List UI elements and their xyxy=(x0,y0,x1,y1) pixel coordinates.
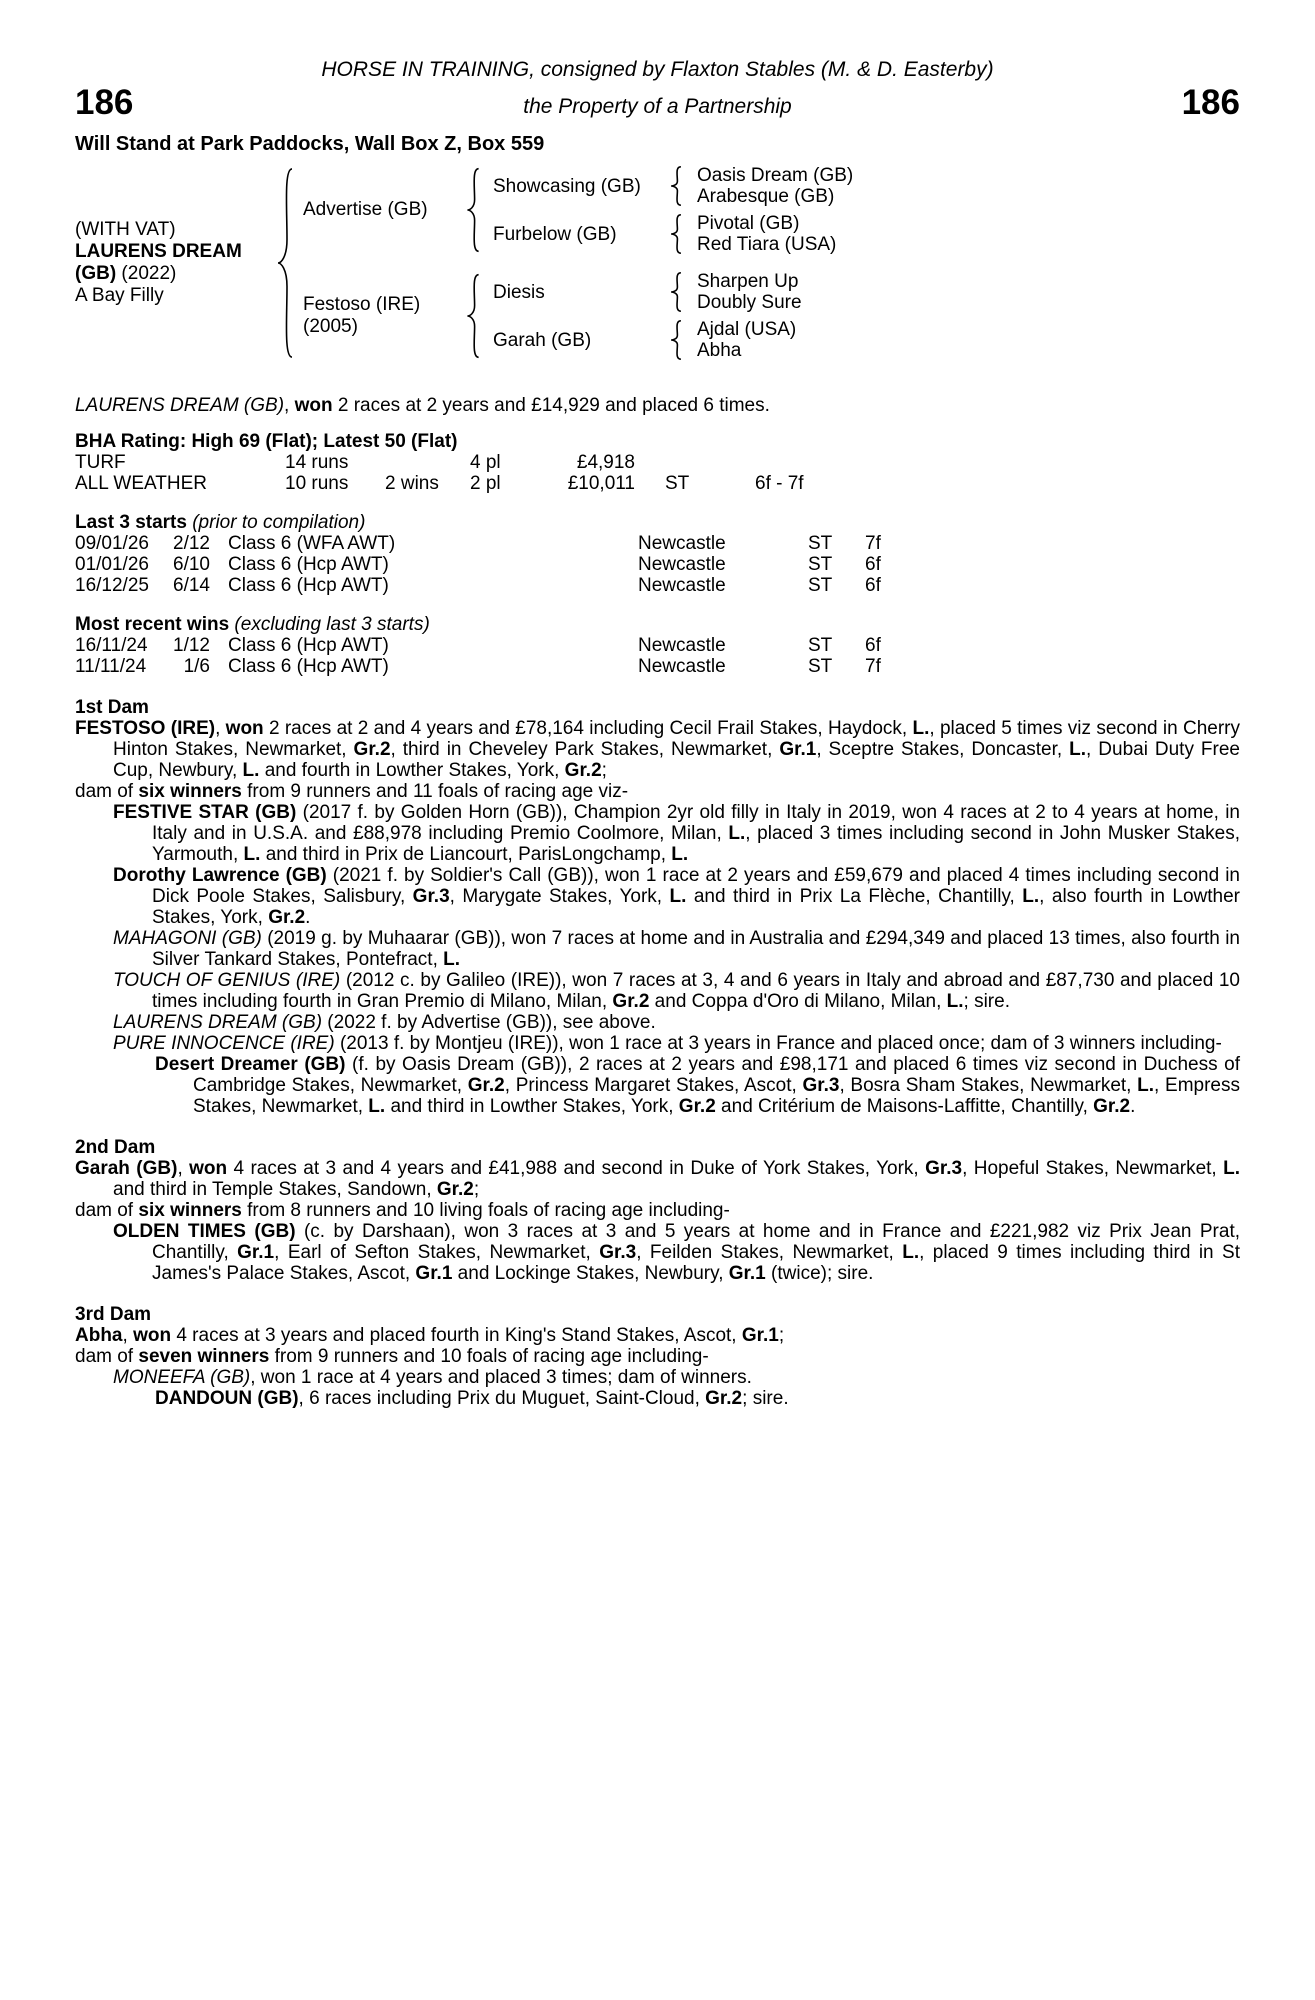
race-distance: 6f xyxy=(865,554,881,575)
catalogue-paragraph: Dorothy Lawrence (GB) (2021 f. by Soldier's Call (GB)), won 1 race at 2 years and £59,679 and placed 4 times including second in Dick Poole Stakes, Salisbury, Gr.3, Marygate Stakes, York, L. and third in Prix La Flèche, Chantilly, L., also fourth in Lowther Stakes, York, Gr.2. xyxy=(113,865,1241,928)
last-3-starts-header: Last 3 starts (prior to compilation) xyxy=(75,512,366,533)
bha-rating-line: BHA Rating: High 69 (Flat); Latest 50 (Flat) xyxy=(75,431,458,452)
second-dam-section xyxy=(75,1137,1240,1284)
race-position: 1/12 xyxy=(173,635,210,656)
race-position: 1/6 xyxy=(183,656,210,677)
brace-icon xyxy=(669,320,683,360)
race-distance: 7f xyxy=(865,656,881,677)
catalogue-paragraph: dam of six winners from 8 runners and 10 living foals of racing age including- xyxy=(75,1200,730,1221)
distance-range: 6f - 7f xyxy=(755,473,804,494)
pedigree-table xyxy=(75,165,1240,361)
earnings-value: £10,011 xyxy=(567,473,635,494)
maternal-granddam-group xyxy=(481,319,802,361)
first-dam-section xyxy=(75,697,1240,1117)
brace-icon xyxy=(465,167,481,253)
consignor-line: HORSE IN TRAINING, consigned by Flaxton Stables (M. & D. Easterby) xyxy=(321,58,994,81)
catalogue-paragraph: Desert Dreamer (GB) (f. by Oasis Dream (GB)), 2 races at 2 years and £98,171 and placed 6 times viz second in Duchess of Cambridge Stakes, Newmarket, Gr.2, Princess Margaret Stakes, Ascot, Gr.3, Bosra Sham Stakes, Newmarket, L., Empress Stakes, Newmarket, L. and third in Lowther Stakes, York, Gr.2 and Critérium de Maisons-Laffitte, Chantilly, Gr.2. xyxy=(155,1054,1240,1117)
horse-suffix-year: (GB) (2022) xyxy=(75,263,177,284)
lot-number-right: 186 xyxy=(1181,83,1240,122)
race-start-row xyxy=(75,575,1240,596)
race-class: Class 6 (Hcp AWT) xyxy=(228,554,389,575)
dam-year: (2005) xyxy=(303,316,358,337)
placed-value: 4 pl xyxy=(470,452,501,473)
dam-section-body xyxy=(75,1158,1240,1284)
race-track: Newcastle xyxy=(638,575,726,596)
sire-name-text: Advertise (GB) xyxy=(303,199,428,220)
catalogue-paragraph: Abha, won 4 races at 3 years and placed fourth in King's Stand Stakes, Ascot, Gr.1; xyxy=(75,1325,785,1346)
race-date: 09/01/26 xyxy=(75,533,149,554)
race-date: 01/01/26 xyxy=(75,554,149,575)
wins-value xyxy=(385,452,470,473)
horse-description: A Bay Filly xyxy=(75,285,164,306)
paternal-grandsire: Showcasing (GB) xyxy=(493,175,641,197)
race-surface: ST xyxy=(808,656,833,677)
dam-section-heading: 2nd Dam xyxy=(75,1137,156,1158)
horse-name: LAURENS DREAM xyxy=(75,241,242,262)
great-grandsire: Oasis Dream (GB) xyxy=(697,165,854,186)
surface-label: TURF xyxy=(75,452,126,473)
placed-value: 2 pl xyxy=(470,473,501,494)
paternal-granddam-group xyxy=(481,213,853,255)
race-position: 6/10 xyxy=(173,554,210,575)
great-granddam: Abha xyxy=(697,340,742,361)
catalogue-paragraph: Garah (GB), won 4 races at 3 and 4 years and £41,988 and second in Duke of York Stakes, York, Gr.3, Hopeful Stakes, Newmarket, L. and third in Temple Stakes, Sandown, Gr.2; xyxy=(75,1158,1240,1200)
catalogue-paragraph: dam of seven winners from 9 runners and 10 foals of racing age including- xyxy=(75,1346,709,1367)
race-track: Newcastle xyxy=(638,533,726,554)
distance-range xyxy=(755,452,1240,473)
brace-icon xyxy=(669,166,683,206)
lot-number-left: 186 xyxy=(75,83,134,122)
catalogue-paragraph: PURE INNOCENCE (IRE) (2013 f. by Montjeu (IRE)), won 1 race at 3 years in France and placed once; dam of 3 winners including- xyxy=(113,1033,1222,1054)
dam-section-body xyxy=(75,718,1240,1117)
race-summary-line: LAURENS DREAM (GB), won 2 races at 2 years and £14,929 and placed 6 times. xyxy=(75,395,770,416)
dam-section-heading: 1st Dam xyxy=(75,697,149,718)
race-track: Newcastle xyxy=(638,554,726,575)
race-position: 2/12 xyxy=(173,533,210,554)
surface-code: ST xyxy=(665,473,690,494)
catalogue-paragraph: MAHAGONI (GB) (2019 g. by Muhaarar (GB)), won 7 races at home and in Australia and £294,349 and placed 13 times, also fourth in Silver Tankard Stakes, Pontefract, L. xyxy=(113,928,1240,970)
race-date: 16/12/25 xyxy=(75,575,149,596)
brace-icon xyxy=(669,214,683,254)
race-class: Class 6 (WFA AWT) xyxy=(228,533,396,554)
paternal-grandsire-group xyxy=(481,165,853,207)
race-date: 11/11/24 xyxy=(75,656,147,677)
surface-summary-row xyxy=(75,473,1240,494)
great-grandsire: Ajdal (USA) xyxy=(697,319,797,340)
dam-name xyxy=(303,294,465,338)
race-surface: ST xyxy=(808,533,833,554)
horse-details xyxy=(75,219,275,307)
pedigree-branches xyxy=(295,165,853,361)
dam-branch xyxy=(295,271,853,361)
race-track: Newcastle xyxy=(638,635,726,656)
dam-grandparents xyxy=(481,271,802,361)
property-line: the Property of a Partnership xyxy=(523,95,792,118)
last-3-starts-table xyxy=(75,533,1240,596)
catalogue-paragraph: MONEEFA (GB), won 1 race at 4 years and placed 3 times; dam of winners. xyxy=(113,1367,752,1388)
race-class: Class 6 (Hcp AWT) xyxy=(228,575,389,596)
surface-code xyxy=(635,452,755,473)
catalogue-paragraph: TOUCH OF GENIUS (IRE) (2012 c. by Galileo (IRE)), won 7 races at 3, 4 and 6 years in Italy and abroad and £87,730 and placed 10 times including fourth in Gran Premio di Milano, Milan, Gr.2 and Coppa d'Oro di Milano, Milan, L.; sire. xyxy=(113,970,1241,1012)
great-grandparents xyxy=(697,213,836,255)
race-start-row xyxy=(75,635,1240,656)
catalogue-paragraph: DANDOUN (GB), 6 races including Prix du Muguet, Saint-Cloud, Gr.2; sire. xyxy=(155,1388,789,1409)
most-recent-wins-table xyxy=(75,635,1240,677)
catalogue-paragraph: LAURENS DREAM (GB) (2022 f. by Advertise (GB)), see above. xyxy=(113,1012,656,1033)
wins-value: 2 wins xyxy=(385,473,439,494)
paternal-granddam: Furbelow (GB) xyxy=(493,223,617,245)
earnings-value: £4,918 xyxy=(576,452,635,473)
vat-note: (WITH VAT) xyxy=(75,219,176,240)
sire-name xyxy=(303,199,465,221)
race-position: 6/14 xyxy=(173,575,210,596)
dam-name-text: Festoso (IRE) xyxy=(303,294,421,315)
race-surface: ST xyxy=(808,575,833,596)
third-dam-section xyxy=(75,1304,1240,1409)
race-distance: 7f xyxy=(865,533,881,554)
race-distance: 6f xyxy=(865,635,881,656)
great-grandparents xyxy=(697,165,853,207)
catalogue-paragraph: dam of six winners from 9 runners and 11 foals of racing age viz- xyxy=(75,781,629,802)
great-granddam: Arabesque (GB) xyxy=(697,186,835,207)
surface-label: ALL WEATHER xyxy=(75,473,207,494)
race-class: Class 6 (Hcp AWT) xyxy=(228,635,389,656)
catalogue-paragraph: OLDEN TIMES (GB) (c. by Darshaan), won 3 races at 3 and 5 years at home and in France and £221,982 viz Prix Jean Prat, Chantilly, Gr.1, Earl of Sefton Stakes, Newmarket, Gr.3, Feilden Stakes, Newmarket, L., placed 9 times including third in St James's Palace Stakes, Ascot, Gr.1 and Lockinge Stakes, Newbury, Gr.1 (twice); sire. xyxy=(113,1221,1240,1284)
brace-icon xyxy=(669,272,683,312)
surface-summary-table xyxy=(75,452,1240,494)
race-track: Newcastle xyxy=(638,656,726,677)
race-start-row xyxy=(75,554,1240,575)
brace-icon xyxy=(465,273,481,359)
great-grandparents xyxy=(697,319,796,361)
maternal-grandsire-group xyxy=(481,271,802,313)
race-distance: 6f xyxy=(865,575,881,596)
surface-summary-row xyxy=(75,452,1240,473)
great-grandsire: Pivotal (GB) xyxy=(697,213,800,234)
great-grandsire: Sharpen Up xyxy=(697,271,799,292)
race-start-row xyxy=(75,656,1240,677)
dam-section-heading: 3rd Dam xyxy=(75,1304,152,1325)
most-recent-wins-header: Most recent wins (excluding last 3 starts) xyxy=(75,614,430,635)
race-start-row xyxy=(75,533,1240,554)
great-grandparents xyxy=(697,271,802,313)
runs-value: 10 runs xyxy=(285,473,349,494)
race-class: Class 6 (Hcp AWT) xyxy=(228,656,389,677)
great-granddam: Red Tiara (USA) xyxy=(697,234,837,255)
sire-branch xyxy=(295,165,853,255)
race-date: 16/11/24 xyxy=(75,635,148,656)
catalogue-paragraph: FESTOSO (IRE), won 2 races at 2 and 4 years and £78,164 including Cecil Frail Stakes, Haydock, L., placed 5 times viz second in Cherry Hinton Stakes, Newmarket, Gr.2, third in Cheveley Park Stakes, Newmarket, Gr.1, Sceptre Stakes, Doncaster, L., Dubai Duty Free Cup, Newbury, L. and fourth in Lowther Stakes, York, Gr.2; xyxy=(75,718,1241,781)
runs-value: 14 runs xyxy=(285,452,349,473)
stand-location-line: Will Stand at Park Paddocks, Wall Box Z, Box 559 xyxy=(75,133,545,155)
race-surface: ST xyxy=(808,635,833,656)
brace-icon xyxy=(275,165,295,361)
race-surface: ST xyxy=(808,554,833,575)
sire-grandparents xyxy=(481,165,853,255)
maternal-grandsire: Diesis xyxy=(493,281,545,303)
dam-section-body xyxy=(75,1325,1240,1409)
maternal-granddam: Garah (GB) xyxy=(493,329,592,351)
great-granddam: Doubly Sure xyxy=(697,292,802,313)
lot-header-row xyxy=(75,84,1240,122)
catalogue-paragraph: FESTIVE STAR (GB) (2017 f. by Golden Horn (GB)), Champion 2yr old filly in Italy in 2019, won 4 races at 2 to 4 years at home, in Italy and in U.S.A. and £88,978 including Premio Coolmore, Milan, L., placed 3 times including second in John Musker Stakes, Yarmouth, L. and third in Prix de Liancourt, ParisLongchamp, L. xyxy=(113,802,1240,865)
